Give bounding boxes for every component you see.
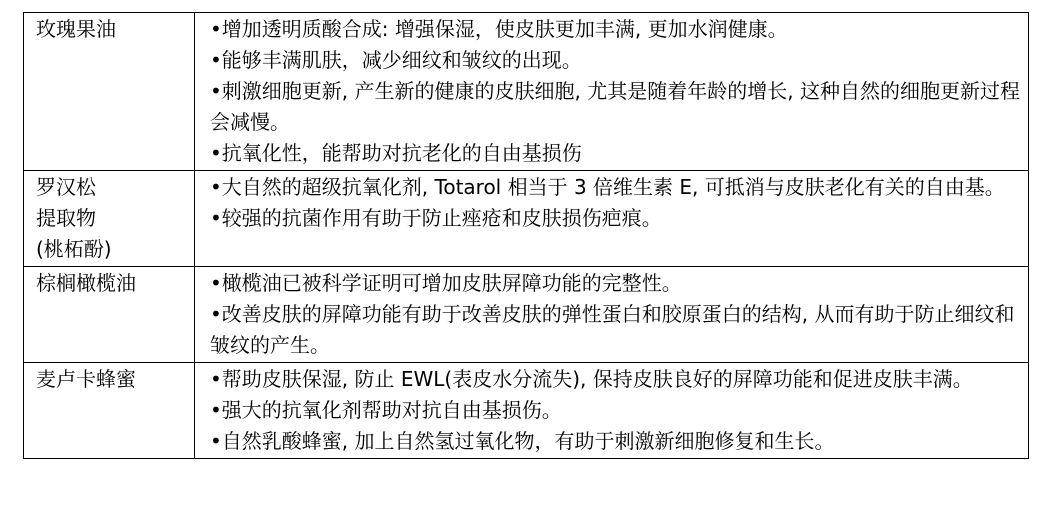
benefit-point: •改善皮肤的屏障功能有助于改善皮肤的弹性蛋白和胶原蛋白的结构, 从而有助于防止细纹和皱纹的产生。 — [210, 302, 1015, 357]
ingredient-name: (桃柘酚) — [36, 237, 112, 261]
ingredient-benefits-cell — [195, 363, 1029, 459]
benefit-point: •强大的抗氧化剂帮助对抗自由基损伤。 — [210, 398, 562, 422]
ingredient-name: 棕榈橄榄油 — [36, 271, 136, 295]
benefit-point: •自然乳酸蜂蜜, 加上自然氢过氧化物，有助于刺激新细胞修复和生长。 — [210, 429, 835, 453]
benefit-point: •橄榄油已被科学证明可增加皮肤屏障功能的完整性。 — [210, 271, 682, 295]
ingredient-table-container — [23, 12, 1029, 459]
ingredient-name-cell — [24, 13, 195, 171]
benefit-point: •刺激细胞更新, 产生新的健康的皮肤细胞, 尤其是随着年龄的增长, 这种自然的细胞更新过程会减慢。 — [210, 79, 1020, 134]
ingredient-table — [23, 12, 1029, 459]
ingredient-benefits-cell — [195, 171, 1029, 267]
ingredient-benefits-cell — [195, 13, 1029, 171]
benefit-point: •能够丰满肌肤，减少细纹和皱纹的出现。 — [210, 48, 582, 72]
ingredient-benefits-cell — [195, 267, 1029, 363]
ingredient-name: 麦卢卡蜂蜜 — [36, 367, 136, 391]
benefit-point: •抗氧化性，能帮助对抗老化的自由基损伤 — [210, 141, 582, 165]
table-row — [24, 363, 1029, 459]
benefit-point: •增加透明质酸合成: 增强保湿，使皮肤更加丰满, 更加水润健康。 — [210, 17, 788, 41]
ingredient-name: 提取物 — [36, 206, 96, 230]
ingredient-name: 罗汉松 — [36, 175, 96, 199]
benefit-point: •帮助皮肤保湿, 防止 EWL(表皮水分流失), 保持皮肤良好的屏障功能和促进皮肤丰满。 — [210, 367, 973, 391]
table-row — [24, 13, 1029, 171]
ingredient-name-cell — [24, 171, 195, 267]
ingredient-name-cell — [24, 363, 195, 459]
table-row — [24, 171, 1029, 267]
table-row — [24, 267, 1029, 363]
ingredient-name: 玫瑰果油 — [36, 17, 116, 41]
ingredient-name-cell — [24, 267, 195, 363]
benefit-point: •大自然的超级抗氧化剂, Totarol 相当于 3 倍维生素 E, 可抵消与皮肤老化有关的自由基。 — [210, 175, 1005, 199]
benefit-point: •较强的抗菌作用有助于防止痤疮和皮肤损伤疤痕。 — [210, 206, 662, 230]
